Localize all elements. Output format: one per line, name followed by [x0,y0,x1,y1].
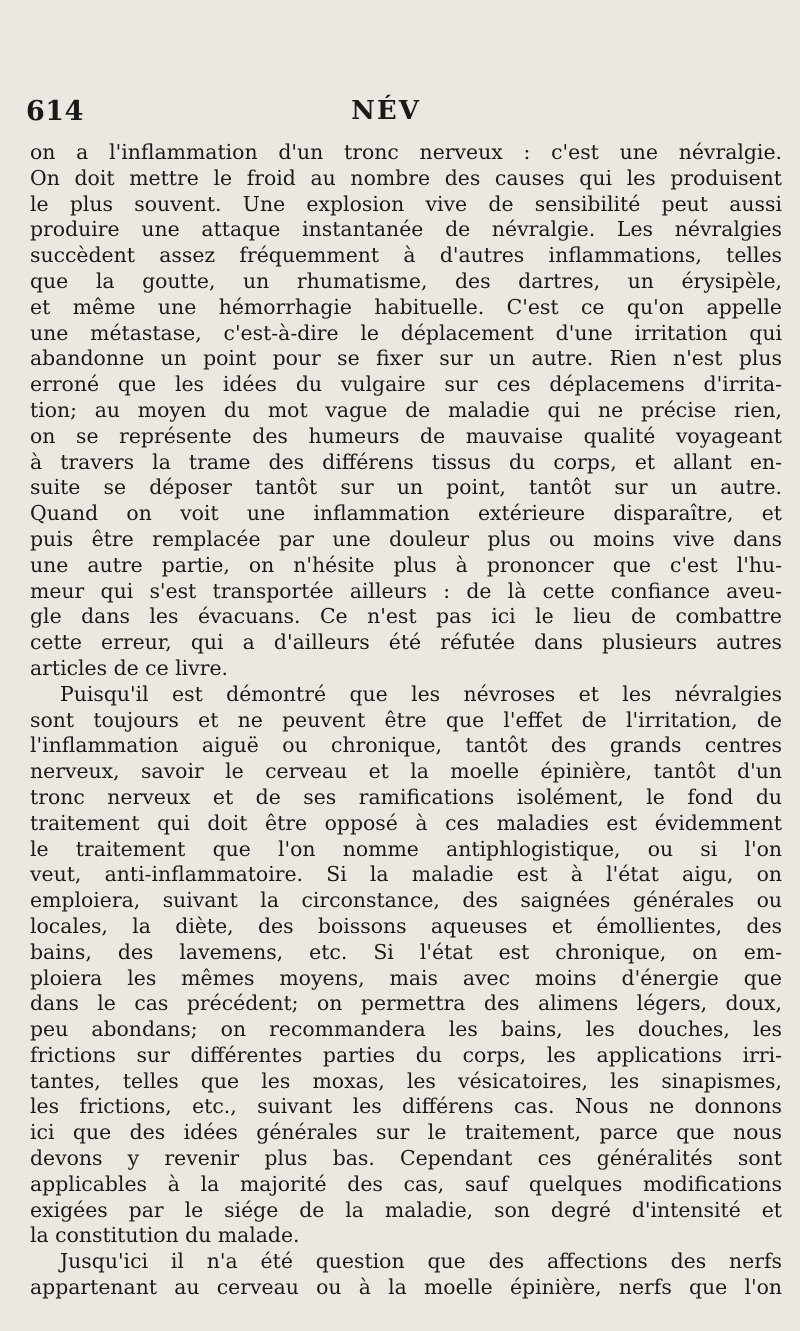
text-line: suite se déposer tantôt sur un point, tantôt sur un autre. [30,475,782,500]
text-line: frictions sur différentes parties du corps, les applications irri- [30,1042,782,1067]
text-line: veut, anti-inflammatoire. Si la maladie est à l'état aigu, on [30,862,782,887]
running-head: NÉV [351,96,421,126]
text-line: produire une attaque instantanée de névralgie. Les névralgies [30,217,782,242]
text-line: et même une hémorrhagie habituelle. C'est ce qu'on appelle [30,294,782,319]
text-line: on a l'inflammation d'un tronc nerveux : c'est une névralgie. [30,140,782,164]
paragraph-2 [30,682,782,1250]
text-line: Quand on voit une inflammation extérieure disparaître, et [30,501,782,526]
text-line: meur qui s'est transportée ailleurs : de là cette confiance aveu- [30,578,782,603]
text-line: erroné que les idées du vulgaire sur ces déplacemens d'irrita- [30,372,782,397]
text-line: l'inflammation aiguë ou chronique, tantôt des grands centres [30,733,782,758]
text-line: emploiera, suivant la circonstance, des saignées générales ou [30,888,782,913]
text-line: on se représente des humeurs de mauvaise qualité voyageant [30,423,782,448]
text-line: la constitution du malade. [30,1223,300,1248]
text-line: succèdent assez fréquemment à d'autres inflammations, telles [30,243,782,268]
text-line: applicables à la majorité des cas, sauf quelques modifications [30,1171,782,1196]
text-line: une autre partie, on n'hésite plus à prononcer que c'est l'hu- [30,552,782,577]
text-line: le plus souvent. Une explosion vive de sensibilité peut aussi [30,191,782,216]
text-line: tantes, telles que les moxas, les vésicatoires, les sinapismes, [30,1068,782,1093]
page-header [26,96,766,136]
text-line: locales, la diète, des boissons aqueuses et émollientes, des [30,913,782,938]
text-line: le traitement que l'on nomme antiphlogistique, ou si l'on [30,836,782,861]
page-number: 614 [26,96,84,127]
paragraph-1 [30,140,782,682]
text-line: sont toujours et ne peuvent être que l'effet de l'irritation, de [30,707,782,732]
text-line: bains, des lavemens, etc. Si l'état est chronique, on em- [30,939,782,964]
text-line: Jusqu'ici il n'a été question que des affections des nerfs [60,1249,782,1274]
text-line: On doit mettre le froid au nombre des causes qui les produisent [30,165,782,190]
text-line: peu abondans; on recommandera les bains, les douches, les [30,1017,782,1042]
text-line: Puisqu'il est démontré que les névroses et les névralgies [60,681,782,706]
text-line: une métastase, c'est-à-dire le déplacement d'une irritation qui [30,320,782,345]
text-line: puis être remplacée par une douleur plus ou moins vive dans [30,526,782,551]
text-line: appartenant au cerveau ou à la moelle épinière, nerfs que l'on [30,1275,782,1300]
text-line: dans le cas précédent; on permettra des alimens légers, doux, [30,991,782,1016]
text-line: traitement qui doit être opposé à ces maladies est évidemment [30,810,782,835]
body-text [30,140,782,1301]
text-line: devons y revenir plus bas. Cependant ces généralités sont [30,1146,782,1171]
text-line: ploiera les mêmes moyens, mais avec moins d'énergie que [30,965,782,990]
text-line: articles de ce livre. [30,655,229,680]
text-line: gle dans les évacuans. Ce n'est pas ici le lieu de combattre [30,604,782,629]
text-line: nerveux, savoir le cerveau et la moelle épinière, tantôt d'un [30,759,782,784]
text-line: exigées par le siége de la maladie, son degré d'intensité et [30,1197,782,1222]
text-line: que la goutte, un rhumatisme, des dartres, un érysipèle, [30,268,782,293]
text-line: à travers la trame des différens tissus du corps, et allant en- [30,449,782,474]
text-line: les frictions, etc., suivant les différens cas. Nous ne donnons [30,1094,782,1119]
text-line: tronc nerveux et de ses ramifications isolément, le fond du [30,784,782,809]
text-line: tion; au moyen du mot vague de maladie qui ne précise rien, [30,397,782,422]
paragraph-3 [30,1249,782,1301]
text-line: cette erreur, qui a d'ailleurs été réfutée dans plusieurs autres [30,630,782,655]
text-line: ici que des idées générales sur le traitement, parce que nous [30,1120,782,1145]
text-line: abandonne un point pour se fixer sur un autre. Rien n'est plus [30,346,782,371]
